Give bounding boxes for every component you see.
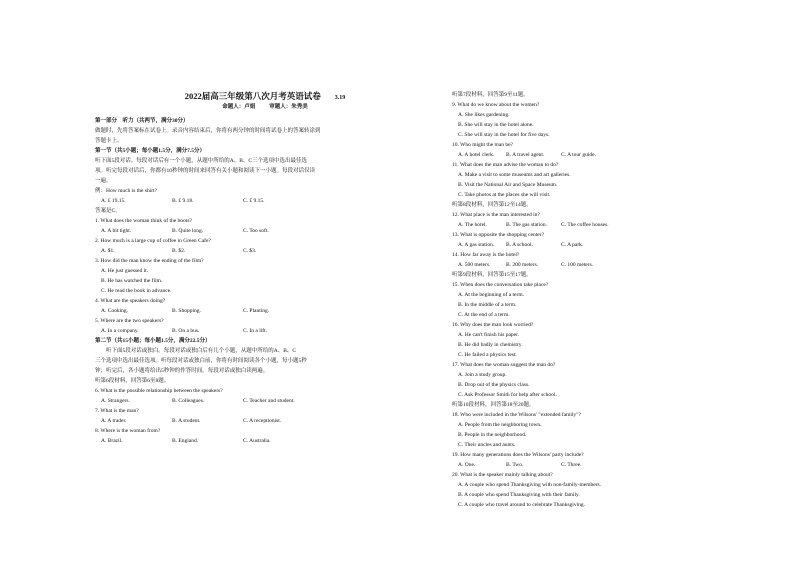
question-4: 4. What are the speakers doing? <box>95 298 166 304</box>
question-11-option-b: B. Visit the National Air and Space Museum. <box>458 182 558 188</box>
question-17: 17. What does the woman suggest the man do? <box>452 362 556 368</box>
instruction-line: 听下面5段对话或独白。每段对话或独白后有几个小题，从题中所给的A、B、C <box>95 348 297 354</box>
section1-heading: 第一节（共5小题；每小题1.5分，满分7.5分） <box>95 148 206 154</box>
question-20-option-a: A. A couple who spend Thanksgiving with non-family-members. <box>458 482 602 488</box>
exam-authors: 命题人：卢娟 审题人：朱秀美 <box>222 104 308 110</box>
question-2-options: A. $1. B. $2. C. $3. <box>101 248 257 254</box>
instruction-line: 钟；听完后，各小题将给出5秒钟的作答时间。每段对话或独白读两遍。 <box>95 368 269 374</box>
question-11: 11. What does the man advise the woman to do? <box>452 162 559 168</box>
material-6: 听第6段材料，回答第6至8题。 <box>95 378 170 384</box>
question-11-option-c: C. Take photos at the places she will visit. <box>458 192 551 198</box>
question-7: 7. What is the man? <box>95 408 139 414</box>
exam-sheet <box>95 90 695 508</box>
question-18: 18. Who were included in the Wilsons' "extended family"? <box>452 412 581 418</box>
question-18-option-c: C. Their uncles and aunts. <box>458 442 516 448</box>
question-13-options: A. A gas station. B. A school. C. A park. <box>458 242 584 248</box>
question-6-options: A. Strangers. B. Colleagues. C. Teacher and student. <box>101 398 295 404</box>
instruction-line: 三个选项中选出最佳选项。听每段对话或独白前，你将有时间阅读各个小题，每小题5秒 <box>95 358 307 364</box>
question-17-option-a: A. Join a study group. <box>458 372 507 378</box>
material-8: 听第8段材料，回答第12至14题。 <box>452 202 532 208</box>
question-19: 19. How many generations does the Wilsons' party include? <box>452 452 584 458</box>
question-19-options: A. One. B. Two. C. Three. <box>458 462 582 468</box>
question-20-option-c: C. A couple who travel around to celebrate Thanksgiving. <box>458 502 585 508</box>
question-9: 9. What do we know about the women? <box>452 102 540 108</box>
material-9: 听第9段材料，回答第15至17题。 <box>452 272 532 278</box>
question-3-option-c: C. He read the book in advance. <box>101 288 172 294</box>
question-20-option-b: B. A couple who spend Thanksgiving with their family. <box>458 492 580 498</box>
instruction-line: 一遍。 <box>95 178 112 184</box>
example-answer: 答案是C。 <box>95 208 121 214</box>
left-column <box>95 90 435 446</box>
instruction-line: 听下面5段对话。每段对话后有一个小题，从题中所给的A、B、C三个选项中选出最佳选 <box>95 158 308 164</box>
right-column <box>452 90 702 510</box>
question-15-option-b: B. In the middle of a term. <box>458 302 517 308</box>
question-2: 2. How much is a large cup of coffee in Green Cafe? <box>95 238 211 244</box>
question-16-option-a: A. He can't finish his paper. <box>458 332 520 338</box>
question-14: 14. How far away is the hotel? <box>452 252 520 258</box>
question-8: 8. Where is the woman from? <box>95 428 161 434</box>
question-18-option-a: A. People from the neighboring town. <box>458 422 542 428</box>
question-12: 12. What place is the man interested in? <box>452 212 540 218</box>
material-10: 听第10段材料，回答第18至20题。 <box>452 402 535 408</box>
question-3-option-a: A. He just guessed it. <box>101 268 149 274</box>
question-15: 15. When does the conversation take place? <box>452 282 549 288</box>
question-16: 16. Why does the man look worried? <box>452 322 534 328</box>
question-13: 13. What is opposite the shopping center? <box>452 232 545 238</box>
question-11-option-a: A. Make a visit to some museums and art galleries. <box>458 172 571 178</box>
question-4-options: A. Cooking. B. Shopping. C. Planting. <box>101 308 270 314</box>
question-1-options: A. A bit tight. B. Quite long. C. Too soft. <box>101 228 269 234</box>
question-17-option-b: B. Drop out of the physics class. <box>458 382 530 388</box>
question-10-options: A. A hotel clerk. B. A travel agent. C. A tour guide. <box>458 152 596 158</box>
section2-heading: 第二节（共15小题；每小题1.5分，满分22.5分） <box>95 338 211 344</box>
question-18-option-b: B. People in the neighborhood. <box>458 432 527 438</box>
question-20: 20. What is the speaker mainly talking about? <box>452 472 553 478</box>
question-17-option-c: C. Ask Professor Smith for help after school. <box>458 392 557 398</box>
question-14-options: A. 500 meters. B. 200 meters. C. 100 meters. <box>458 262 594 268</box>
instruction-line: 项。听完每段对话后，你都有10秒钟的时间来回答有关小题和阅读下一小题。每段对话仅读 <box>95 168 316 174</box>
material-7: 听第7段材料，回答第9至11题。 <box>452 92 529 98</box>
question-12-options: A. The hotel. B. The gas station. C. The coffee houses. <box>458 222 609 228</box>
question-15-option-a: A. At the beginning of a term. <box>458 292 524 298</box>
question-6: 6. What is the possible relationship between the speakers? <box>95 388 223 394</box>
instruction-line: 做题时，先将答案标在试卷上。录音内容结束后，你将有两分钟的时间将试卷上的答案转涂到 <box>95 128 321 134</box>
question-1: 1. What does the woman think of the boots? <box>95 218 192 224</box>
question-3-option-b: B. He has watched the film. <box>101 278 163 284</box>
example-question: 例：How much is the shirt? <box>95 188 158 194</box>
exam-date: 3.19 <box>334 95 346 101</box>
question-5: 5. Where are the two speakers? <box>95 318 164 324</box>
exam-title: 2022届高三年级第八次月考英语试卷 3.19 <box>184 91 346 101</box>
question-16-option-c: C. He failed a physics test. <box>458 352 517 358</box>
question-9-option-c: C. She will stay in the hotel for five days. <box>458 132 550 138</box>
question-7-options: A. A trader. B. A student. C. A receptionist. <box>101 418 282 424</box>
question-15-option-c: C. At the end of a term. <box>458 312 510 318</box>
question-5-options: A. In a company. B. On a bus. C. In a lift. <box>101 328 267 334</box>
question-10: 10. Who might the man be? <box>452 142 513 148</box>
instruction-line: 答题卡上。 <box>95 138 123 144</box>
question-16-option-b: B. He did badly in chemistry. <box>458 342 523 348</box>
question-9-option-a: A. She likes gardening. <box>458 112 510 118</box>
part1-heading: 第一部分 听力（共两节，满分30分） <box>95 118 189 124</box>
question-3: 3. How did the man know the ending of the film? <box>95 258 204 264</box>
example-options: A. £ 19.15. B. £ 9.18. C. £ 9.15. <box>101 198 265 204</box>
question-8-options: A. Brazil. B. England. C. Australia. <box>101 438 271 444</box>
question-9-option-b: B. She will stay in the hotel alone. <box>458 122 534 128</box>
